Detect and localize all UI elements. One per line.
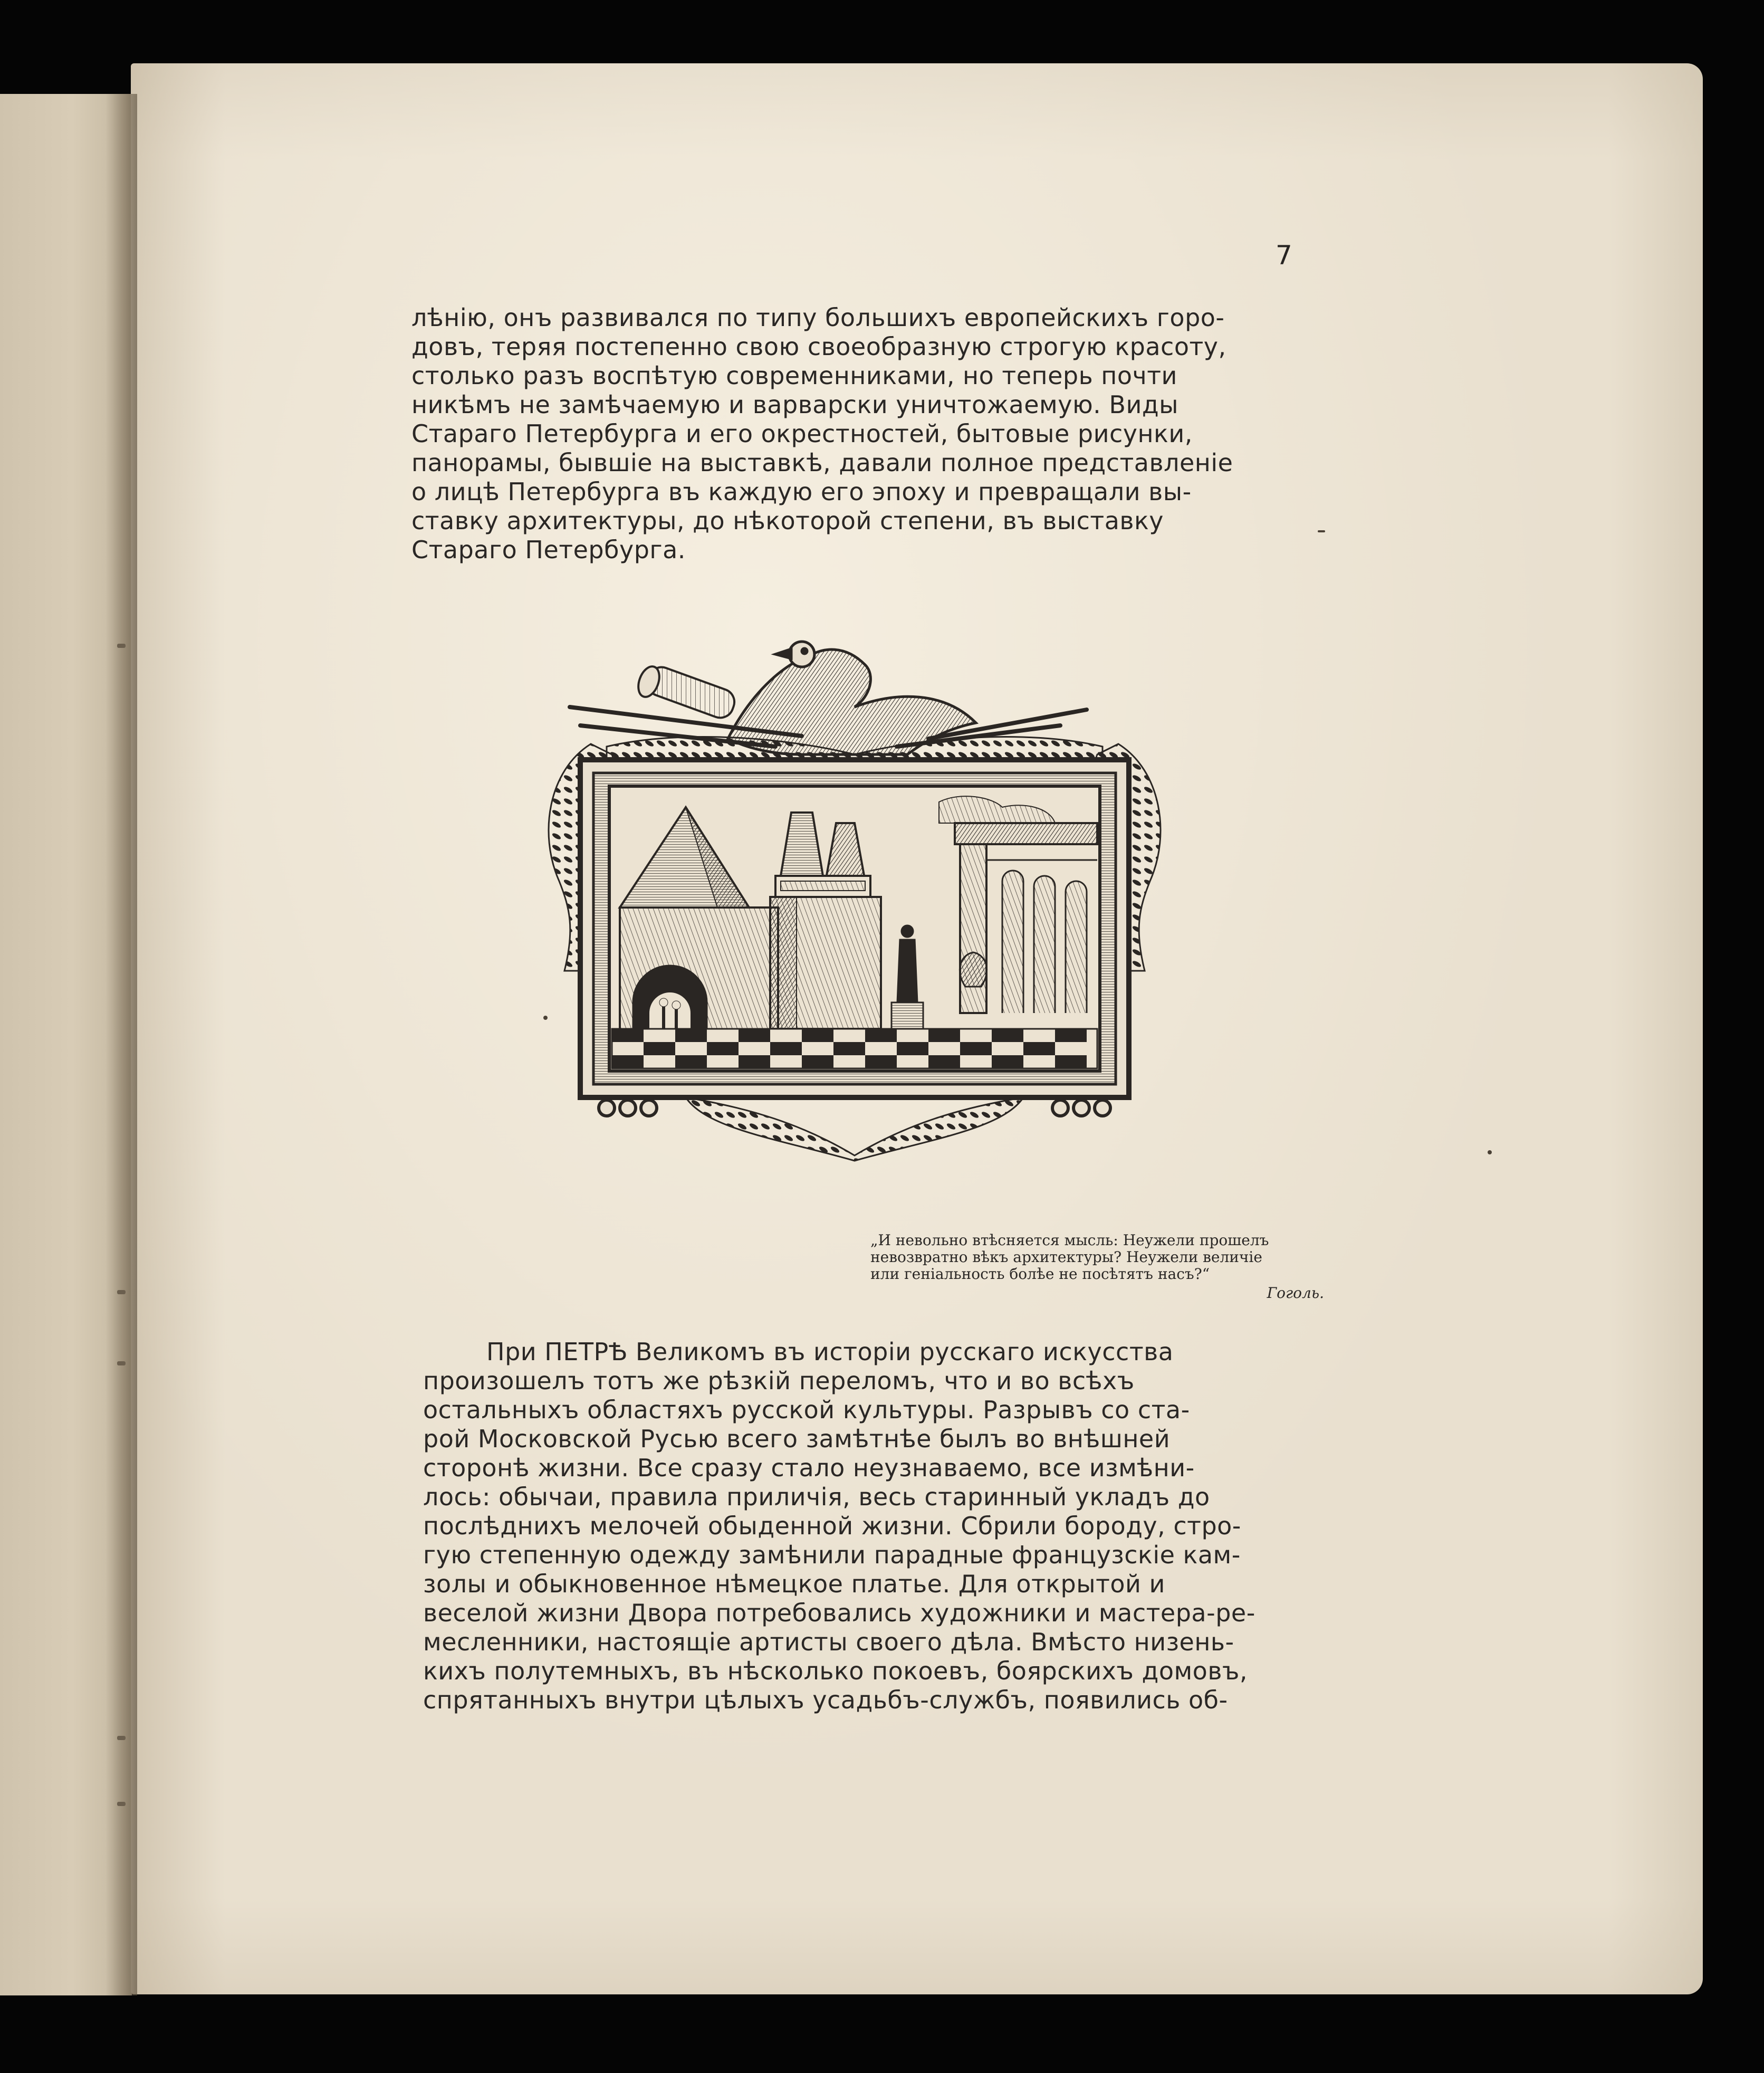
text-line: произошелъ тотъ же рѣзкій переломъ, что и во всѣхъ — [423, 1367, 1135, 1395]
page-number: 7 — [1276, 240, 1292, 271]
text-line: кихъ полутемныхъ, въ нѣсколько покоевъ, боярскихъ домовъ, — [423, 1657, 1248, 1685]
binding-stitch — [117, 1290, 126, 1294]
text-line: веселой жизни Двора потребовались художники и мастера-ре- — [423, 1599, 1255, 1627]
text-line: сторонѣ жизни. Все сразу стало неузнаваемо, все измѣни- — [423, 1454, 1195, 1482]
text-line: остальныхъ областяхъ русской культуры. Разрывъ со ста- — [423, 1396, 1190, 1424]
text-line: о лицѣ Петербурга въ каждую его эпоху и превращали вы- — [411, 477, 1192, 506]
text-line: ставку архитектуры, до нѣкоторой степени, въ выставку — [411, 507, 1164, 535]
epigraph-line: или геніальность болѣе не посѣтятъ насъ?“ — [870, 1265, 1210, 1283]
text-line: послѣднихъ мелочей обыденной жизни. Сбрили бороду, стро- — [423, 1512, 1241, 1540]
paper-speck — [543, 1016, 548, 1020]
text-line: панорамы, бывшіе на выставкѣ, давали полное представленіе — [411, 448, 1233, 477]
paper-speck — [1318, 530, 1325, 532]
text-line: спрятанныхъ внутри цѣлыхъ усадьбъ-службъ, появились об- — [423, 1686, 1228, 1714]
epigraph-line: „И невольно втѣсняется мысль: Неужели прошелъ — [870, 1231, 1269, 1249]
paragraph-2 — [423, 1338, 1330, 1715]
text-line: столько разъ воспѣтую современниками, но теперь почти — [411, 361, 1177, 390]
laurel-bottom — [686, 1097, 1023, 1161]
text-line: Стараго Петербурга и его окрестностей, бытовые рисунки, — [411, 419, 1193, 448]
frame-balls — [599, 1100, 1110, 1116]
binding-stitch — [117, 644, 126, 648]
paragraph-1 — [411, 303, 1319, 565]
text-line: лѣнію, онъ развивался по типу большихъ европейскихъ горо- — [411, 303, 1225, 332]
text-line: никѣмъ не замѣчаемую и варварски уничтожаемую. Виды — [411, 390, 1178, 419]
scroll-roll — [635, 664, 738, 722]
spine-shadow — [106, 94, 137, 1995]
text-line: золы и обыкновенное нѣмецкое платье. Для открытой и — [423, 1570, 1165, 1598]
text-line: месленники, настоящіе артисты своего дѣла. Вмѣсто низень- — [423, 1628, 1234, 1656]
text-line: лось: обычаи, правила приличія, весь старинный укладъ до — [423, 1483, 1210, 1511]
text-line: гую степенную одежду замѣнили парадные французскіе кам- — [423, 1541, 1241, 1569]
text-line: При ПЕТРѢ Великомъ въ исторіи русскаго искусства — [486, 1338, 1174, 1366]
engraved-vignette-icon — [528, 633, 1182, 1166]
binding-stitch — [117, 1802, 126, 1806]
epigraph — [870, 1232, 1324, 1302]
epigraph-author: Гоголь. — [1267, 1284, 1324, 1302]
paper-speck — [1488, 1150, 1492, 1154]
epigraph-line: невозвратно вѣкъ архитектуры? Неужели величіе — [870, 1248, 1262, 1266]
text-line: Стараго Петербурга. — [411, 536, 686, 564]
text-line: довъ, теряя постепенно свою своеобразную строгую красоту, — [411, 332, 1226, 361]
text-line: рой Московской Русью всего замѣтнѣе былъ во внѣшней — [423, 1425, 1171, 1453]
binding-stitch — [117, 1361, 126, 1365]
binding-stitch — [117, 1736, 126, 1740]
